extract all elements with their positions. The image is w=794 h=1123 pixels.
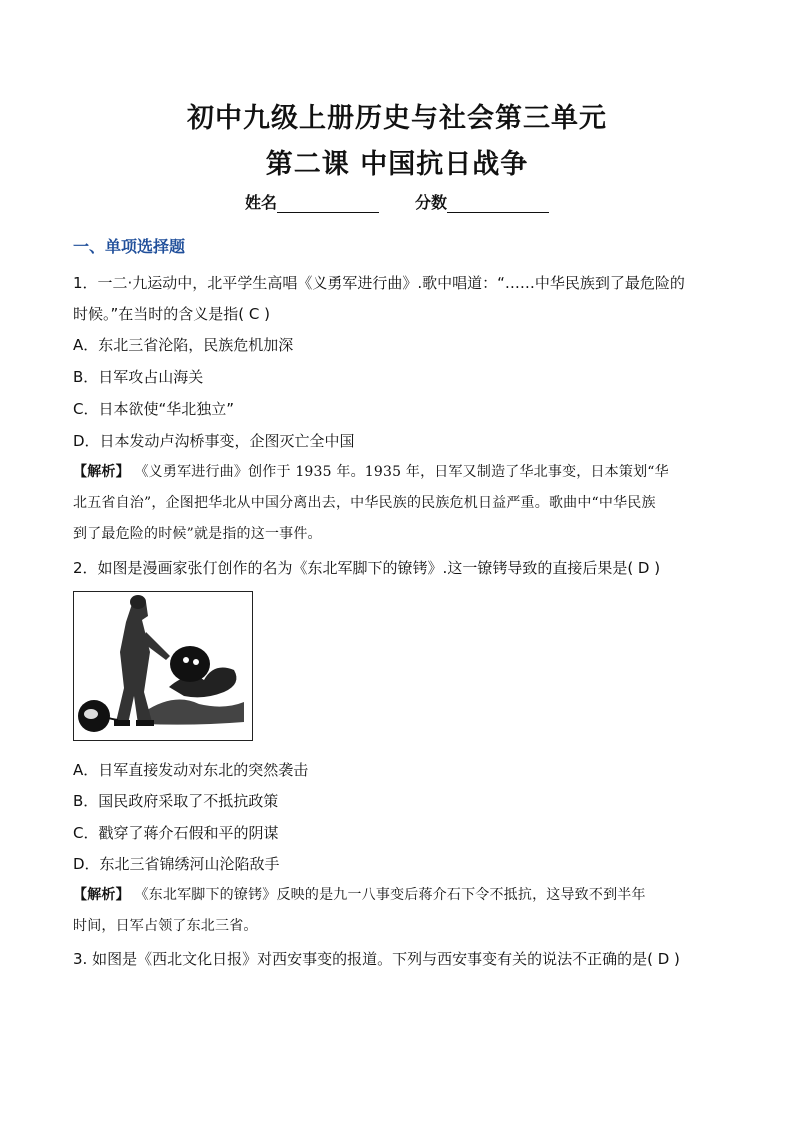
q1-analysis-line3: 到了最危险的时候”就是指的这一事件。 xyxy=(73,526,322,542)
q2-option-b: B．国民政府采取了不抵抗政策 xyxy=(73,792,279,810)
q2-option-a: A．日军直接发动对东北的突然袭击 xyxy=(73,761,309,779)
page-subtitle: 第二课 中国抗日战争 xyxy=(265,149,529,180)
q1-option-c: C．日本欲使“华北独立” xyxy=(73,400,235,418)
name-blank[interactable] xyxy=(277,194,379,213)
q2-analysis-label: 【解析】 xyxy=(73,887,130,903)
name-score-bar xyxy=(0,190,794,213)
q1-analysis-label: 【解析】 xyxy=(73,464,130,480)
page-title: 初中九级上册历史与社会第三单元 xyxy=(187,103,607,134)
q2-stem: 2．如图是漫画家张仃创作的名为《东北军脚下的镣铐》.这一镣铐导致的直接后果是( D ) xyxy=(73,559,661,577)
q1-stem-line2: 时候。”在当时的含义是指( C ) xyxy=(73,305,270,323)
score-label: 分数 xyxy=(415,193,448,212)
score-blank[interactable] xyxy=(447,194,549,213)
section-title: 一、单项选择题 xyxy=(73,237,186,256)
q1-stem-line1: 1．一二·九运动中，北平学生高唱《义勇军进行曲》.歌中唱道：“……中华民族到了最危险的 xyxy=(73,274,685,292)
q1-option-a: A．东北三省沦陷，民族危机加深 xyxy=(73,336,294,354)
cartoon-illustration xyxy=(74,592,252,740)
q1-option-d: D．日本发动卢沟桥事变，企图灭亡全中国 xyxy=(73,432,355,450)
cartoon-image xyxy=(73,591,253,741)
q2-option-d: D．东北三省锦绣河山沦陷敌手 xyxy=(73,855,280,873)
q2-analysis-line1: 【解析】 《东北军脚下的镣铐》反映的是九一八事变后蒋介石下令不抵抗，这导致不到半年 xyxy=(73,887,646,903)
q3-stem: 3. 如图是《西北文化日报》对西安事变的报道。下列与西安事变有关的说法不正确的是( D ) xyxy=(73,950,680,968)
q1-analysis-line2: 北五省自治”，企图把华北从中国分离出去，中华民族的民族危机日益严重。歌曲中“中华民族 xyxy=(73,495,656,511)
q2-analysis-line2: 时间，日军占领了东北三省。 xyxy=(73,918,258,934)
q1-analysis-line1: 【解析】 《义勇军进行曲》创作于 1935 年。1935 年，日军又制造了华北事变，日本策划“华 xyxy=(73,464,669,480)
q1-option-b: B．日军攻占山海关 xyxy=(73,368,204,386)
name-label: 姓名 xyxy=(244,193,277,212)
q2-option-c: C．戳穿了蒋介石假和平的阴谋 xyxy=(73,824,279,842)
